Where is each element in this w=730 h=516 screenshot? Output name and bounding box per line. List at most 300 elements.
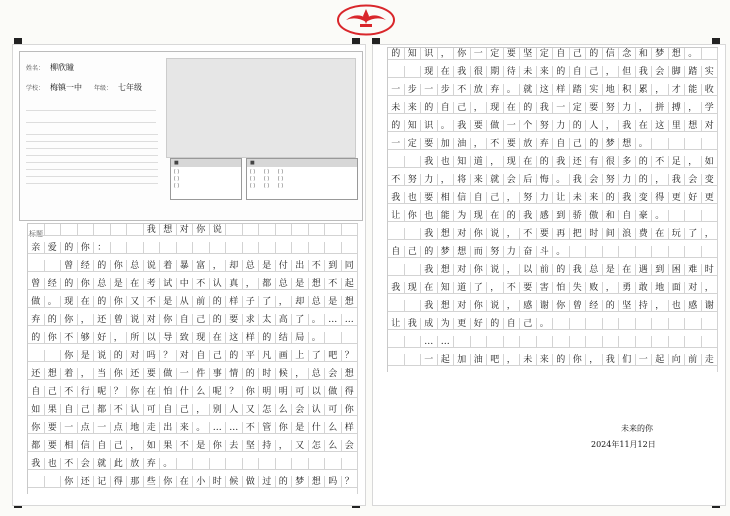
grid-cell: 你 [193,224,210,236]
grid-cell [259,242,276,254]
grid-cell: 踏 [685,66,702,78]
grid-cell: 去 [226,440,243,452]
grid-cell: 你 [78,242,95,254]
grid-cell: 坚 [619,300,636,312]
grid-cell: 走 [144,422,161,434]
grid-cell: 不 [61,332,78,344]
grid-cell: 信 [78,440,95,452]
grid-cell: 可 [144,404,161,416]
grid-cell: 不 [325,278,342,290]
grid-cell: 自 [619,210,636,222]
grid-cell: 要 [586,102,603,114]
grid-cell: ， [586,354,603,366]
grid-cell: 知 [405,120,422,132]
grid-cell: 变 [702,174,719,186]
grid-cell: 会 [652,66,669,78]
grid-cell: 想 [342,368,359,380]
grid-cell [603,246,620,258]
grid-cell: 能 [438,210,455,222]
grid-cell [45,260,62,272]
grid-cell: 的 [388,48,405,60]
grid-cell: 子 [243,296,260,308]
grid-cell: 不 [487,138,504,150]
grid-cell: 以 [144,332,161,344]
grid-cell: 在 [177,476,194,488]
grid-cell: 你 [553,300,570,312]
grid-cell: 总 [243,260,260,272]
grid-cell: 你 [160,314,177,326]
grid-cell [292,242,309,254]
grid-cell: 你 [276,422,293,434]
grid-cell: 自 [28,386,45,398]
grid-cell [388,336,405,348]
grid-cell [94,224,111,236]
grid-cell: 期 [487,66,504,78]
grid-cell: 说 [144,260,161,272]
grid-cell: 还 [94,314,111,326]
grid-cell [226,224,243,236]
grid-cell: 认 [309,404,326,416]
grid-cell [309,458,326,470]
grid-cell: 梦 [438,246,455,258]
grid-cell: 说 [210,224,227,236]
grid-cell [619,336,636,348]
grid-cell: 努 [520,192,537,204]
grid-cell: ？ [226,386,243,398]
grid-cell: 的 [487,318,504,330]
grid-cell: 以 [520,264,537,276]
grid-cell: 对 [144,314,161,326]
grid-cell: 踏 [570,84,587,96]
grid-cell: 勇 [619,282,636,294]
grid-cell: 你 [471,228,488,240]
grid-cell: 在 [78,296,95,308]
grid-cell: 想 [438,264,455,276]
grid-cell [342,242,359,254]
grid-cell: 知 [405,48,422,60]
grid-cell: 你 [243,386,260,398]
grid-cell: 来 [537,354,554,366]
grid-cell: 前 [537,264,554,276]
grid-cell: 害 [537,282,554,294]
grid-cell: 得 [342,386,359,398]
grid-cell: 未 [570,192,587,204]
grid-cell: 么 [193,386,210,398]
grid-cell: 对 [702,120,719,132]
grid-cell: 了 [471,282,488,294]
grid-cell: 力 [553,120,570,132]
grid-cell: 信 [454,192,471,204]
grid-cell: 地 [652,282,669,294]
grid-cell: 我 [669,174,686,186]
grid-cell: 坚 [520,48,537,60]
grid-cell [177,458,194,470]
grid-cell: … [421,336,438,348]
grid-cell: 太 [259,314,276,326]
grid-cell: 梦 [603,138,620,150]
grid-cell: 。 [504,84,521,96]
class-value: 七年级 [117,83,142,92]
grid-cell: 不 [193,278,210,290]
grid-cell: 起 [342,278,359,290]
grid-cell: 累 [636,84,653,96]
grid-cell: 现 [193,332,210,344]
grid-cell: 到 [553,210,570,222]
grid-cell: 富 [193,260,210,272]
grid-cell: 经 [45,278,62,290]
grid-cell [405,156,422,168]
grid-cell: 平 [243,350,260,362]
grid-cell: 总 [309,296,326,308]
grid-cell: 持 [259,440,276,452]
grid-cell: 自 [177,314,194,326]
school-field [26,82,142,93]
grid-cell: 在 [619,264,636,276]
grid-cell [259,458,276,470]
grid-cell: 做 [243,476,260,488]
grid-cell: 实 [586,84,603,96]
grid-cell: 总 [94,278,111,290]
grid-cell: ， [652,174,669,186]
grid-cell: 以 [309,386,326,398]
grid-cell: 自 [504,318,521,330]
grid-cell [226,458,243,470]
grid-cell: 会 [78,458,95,470]
grid-cell: 但 [619,66,636,78]
grid-cell [342,458,359,470]
grid-cell: 知 [454,156,471,168]
seat-field [26,112,156,123]
grid-cell: 说 [127,314,144,326]
question-select-box [170,158,242,200]
grid-cell: ， [487,156,504,168]
grid-cell: 在 [144,386,161,398]
grid-cell: 着 [160,260,177,272]
grid-cell: 你 [111,296,128,308]
grid-cell: 己 [193,314,210,326]
grid-cell [309,242,326,254]
grid-cell: 还 [570,156,587,168]
grid-cell [652,318,669,330]
grid-cell: 己 [586,66,603,78]
grid-cell: 一 [388,138,405,150]
grid-cell: 的 [504,210,521,222]
grid-cell: 得 [111,476,128,488]
grid-cell [669,246,686,258]
grid-cell: 可 [292,386,309,398]
grid-cell: 让 [388,318,405,330]
grid-cell: 要 [504,48,521,60]
grid-cell: 成 [421,318,438,330]
grid-cell: 让 [553,192,570,204]
grid-cell: 对 [454,228,471,240]
grid-cell: 在 [438,66,455,78]
grid-cell [28,350,45,362]
grid-cell: 曾 [111,314,128,326]
grid-cell: ， [685,156,702,168]
grid-cell: 己 [405,246,422,258]
grid-cell: 更 [702,192,719,204]
grid-cell: 现 [504,156,521,168]
grid-cell: 又 [243,404,260,416]
grid-cell [570,318,587,330]
grid-cell: 我 [144,224,161,236]
grid-cell: 会 [685,174,702,186]
grid-cell [292,224,309,236]
grid-cell: 要 [421,192,438,204]
grid-cell: 亲 [28,242,45,254]
grid-cell [28,476,45,488]
grid-cell: 遇 [636,264,653,276]
grid-cell: 都 [28,440,45,452]
grid-cell: 努 [537,120,554,132]
grid-cell: 弃 [487,84,504,96]
grid-cell: 不 [652,156,669,168]
grid-cell: 你 [111,260,128,272]
grid-cell: 的 [537,156,554,168]
grid-cell: 到 [325,260,342,272]
grid-cell [226,242,243,254]
grid-cell: 敢 [636,282,653,294]
grid-cell: 的 [421,102,438,114]
grid-cell: 你 [111,368,128,380]
grid-cell: 多 [619,156,636,168]
grid-cell: 你 [342,404,359,416]
grid-cell: ， [210,260,227,272]
grid-cell: 总 [276,278,293,290]
row-gap [28,488,358,494]
grid-cell [388,156,405,168]
grid-cell: 时 [586,228,603,240]
grid-cell: 足 [669,156,686,168]
grid-cell: 曾 [570,300,587,312]
grid-cell: 弃 [28,314,45,326]
grid-cell: 件 [193,368,210,380]
grid-cell: 事 [210,368,227,380]
grid-cell: 总 [127,260,144,272]
grid-cell: 想 [309,278,326,290]
grid-cell: 你 [570,354,587,366]
grid-cell: 要 [144,368,161,380]
grid-cell: 的 [259,332,276,344]
grid-cell [325,458,342,470]
grid-cell: 力 [619,174,636,186]
grid-cell: 也 [438,156,455,168]
grid-cell: 你 [405,210,422,222]
grid-cell: 呢 [94,386,111,398]
grid-cell: 如 [144,440,161,452]
grid-cell: 点 [78,422,95,434]
school-label: 学校： [26,85,45,92]
grid-cell: 我 [553,156,570,168]
grid-cell [61,224,78,236]
essay-title-label: 标题： [29,230,50,238]
grid-cell [570,246,587,258]
grid-cell: 自 [193,350,210,362]
grid-cell: 的 [636,174,653,186]
name-value: 柳欣瞳 [50,63,75,72]
grid-cell: 。 [537,318,554,330]
grid-cell [325,242,342,254]
grid-cell: 的 [421,246,438,258]
grid-cell: 结 [276,332,293,344]
grid-cell: 我 [603,354,620,366]
grid-cell: 后 [520,174,537,186]
grid-cell: 向 [669,354,686,366]
grid-cell: 难 [685,264,702,276]
grid-cell: 我 [570,264,587,276]
grid-cell: ？ [160,350,177,362]
grid-cell: 在 [421,282,438,294]
grid-cell: 所 [127,332,144,344]
grid-cell: 不 [61,386,78,398]
grid-cell: … [325,314,342,326]
grid-cell: 我 [619,192,636,204]
grid-cell: 奋 [520,246,537,258]
grid-cell: 我 [421,264,438,276]
grid-cell: ？ [111,386,128,398]
grid-cell: 待 [504,66,521,78]
grid-cell: 行 [78,386,95,398]
grid-cell: ？ [342,350,359,362]
grid-cell [405,228,422,240]
grid-cell: 小 [193,476,210,488]
grid-cell: 己 [520,318,537,330]
grid-cell: 我 [28,458,45,470]
grid-cell: 己 [570,48,587,60]
grid-cell: 么 [276,404,293,416]
grid-cell: 己 [454,102,471,114]
grid-cell [405,336,422,348]
grid-cell: 出 [292,260,309,272]
grid-cell: 的 [388,120,405,132]
answer-sheet-right-page [372,44,726,506]
grid-cell: 我 [570,174,587,186]
name-field [26,62,74,73]
grid-cell: 你 [45,332,62,344]
grid-cell: 的 [553,354,570,366]
grid-cell [702,246,719,258]
grid-cell: 经 [586,300,603,312]
grid-cell: 地 [603,84,620,96]
grid-cell: 这 [652,120,669,132]
grid-cell: 己 [45,386,62,398]
grid-cell: 过 [259,476,276,488]
grid-cell: 都 [94,404,111,416]
grid-cell: 地 [127,422,144,434]
grid-cell [487,336,504,348]
grid-cell: 求 [243,314,260,326]
grid-cell [388,354,405,366]
grid-cell: 果 [45,404,62,416]
grid-cell: 步 [438,84,455,96]
grid-cell: ， [78,314,95,326]
grid-cell: 梦 [652,48,669,60]
grid-cell: 一 [504,120,521,132]
grid-cell: 却 [226,260,243,272]
grid-cell: 会 [325,368,342,380]
grid-cell: 对 [177,224,194,236]
grid-cell: 试 [160,278,177,290]
grid-cell: 不 [111,404,128,416]
grid-cell: 的 [226,350,243,362]
grid-cell: 的 [553,66,570,78]
writing-grid-right [387,47,718,372]
grid-cell: 说 [487,300,504,312]
grid-cell [243,242,260,254]
grid-cell: 是 [292,278,309,290]
grid-cell: 力 [421,174,438,186]
grid-cell: 在 [636,120,653,132]
grid-cell [537,336,554,348]
grid-cell: 前 [193,296,210,308]
grid-cell: 还 [78,476,95,488]
grid-cell: 想 [685,120,702,132]
grid-cell: 现 [487,102,504,114]
grid-cell: 怎 [309,440,326,452]
grid-cell: 能 [685,84,702,96]
grid-cell: 什 [309,422,326,434]
grid-cell [553,336,570,348]
grid-cell: 我 [636,66,653,78]
grid-cell: 己 [78,404,95,416]
grid-cell: 来 [177,422,194,434]
grid-cell: 自 [553,48,570,60]
essay-type-box [246,158,358,200]
grid-cell [45,350,62,362]
grid-cell: 记 [94,476,111,488]
grid-cell: 实 [702,66,719,78]
grid-cell: 你 [61,314,78,326]
grid-cell: 收 [702,84,719,96]
grid-cell: 出 [160,422,177,434]
grid-cell: 说 [487,264,504,276]
grid-cell: 的 [28,332,45,344]
grid-cell [276,242,293,254]
grid-cell: 别 [210,404,227,416]
grid-cell: 你 [78,278,95,290]
grid-cell [685,318,702,330]
grid-cell: 付 [276,260,293,272]
grid-cell: 未 [388,102,405,114]
grid-cell: 做 [28,296,45,308]
grid-cell: ， [702,282,719,294]
grid-cell: 的 [276,476,293,488]
instructions-block [26,130,158,184]
grid-cell: 那 [127,476,144,488]
grid-cell: 让 [388,210,405,222]
grid-cell [520,336,537,348]
grid-cell: ， [603,120,620,132]
grid-cell: 一 [61,422,78,434]
grid-cell: 导 [160,332,177,344]
grid-cell: 要 [421,138,438,150]
grid-cell [504,336,521,348]
grid-cell: 怎 [259,404,276,416]
grid-cell: 。 [685,48,702,60]
grid-cell: 。 [553,174,570,186]
grid-cell [388,228,405,240]
grid-cell: 败 [586,282,603,294]
grid-cell: 信 [603,48,620,60]
grid-cell: 好 [94,332,111,344]
grid-cell: 未 [520,354,537,366]
grid-cell: 玩 [669,228,686,240]
name-label: 姓名： [26,65,45,72]
grid-cell: … [342,314,359,326]
grid-cell: 吧 [325,350,342,362]
grid-cell: 怕 [553,282,570,294]
